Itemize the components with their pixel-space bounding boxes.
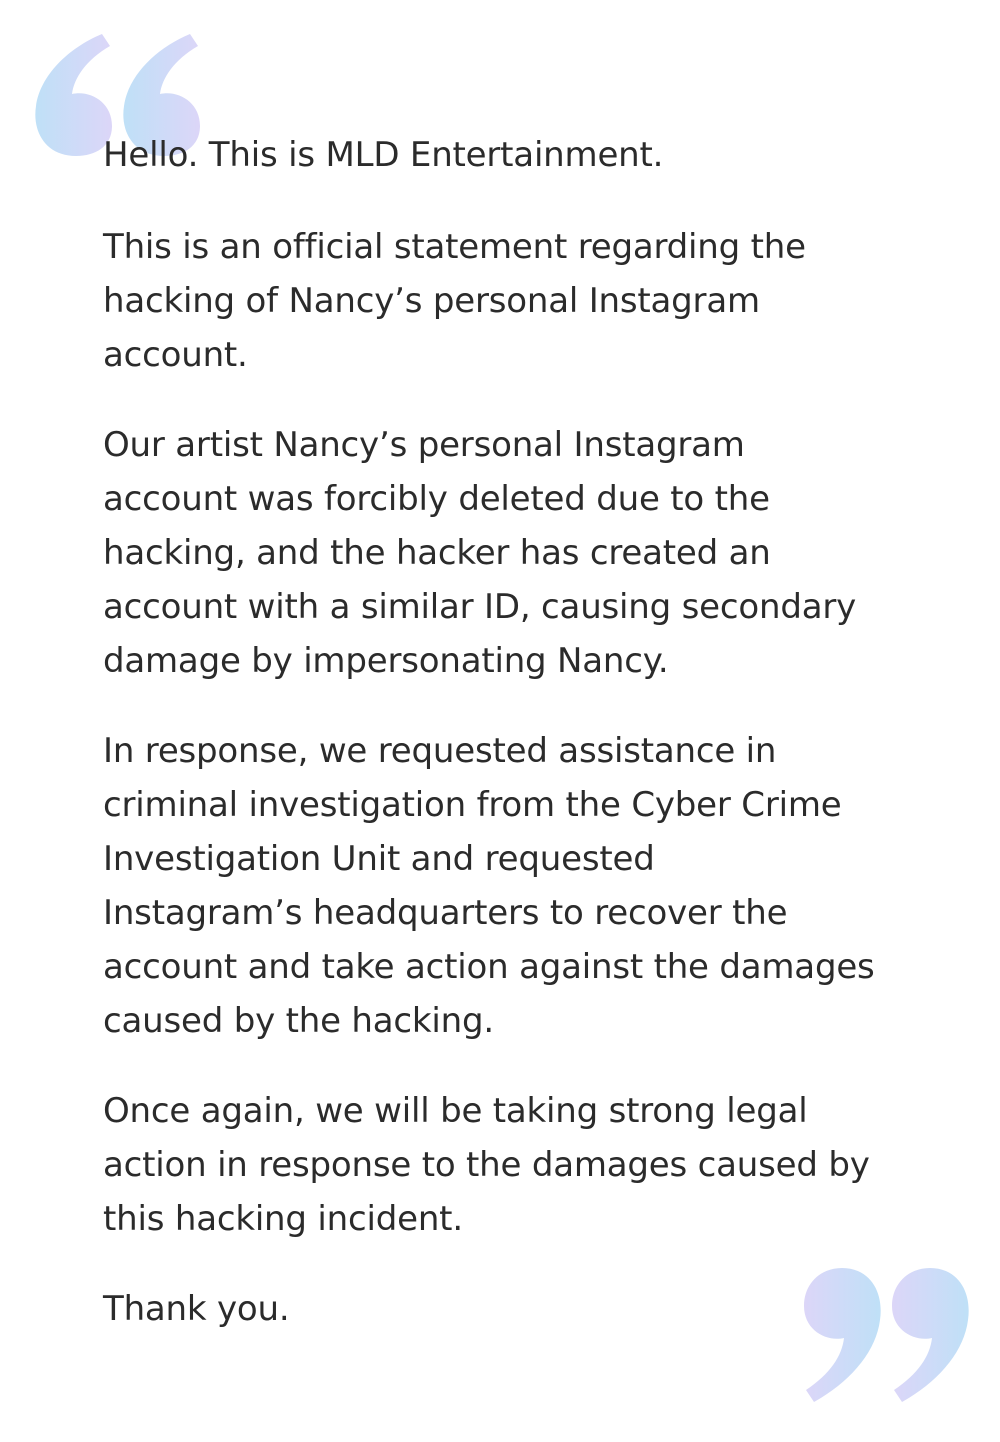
statement-paragraph: In response, we requested assistance in criminal investigation from the Cyber Crime Investigation Unit and requested Instagram’s headquarters to recover the account and take action against the damages caused by the hacking. [103, 731, 875, 1041]
statement-body [103, 128, 963, 1372]
statement-paragraph: Our artist Nancy’s personal Instagram account was forcibly deleted due to the hacking, and the hacker has created an account with a similar ID, causing secondary damage by impersonating Nancy. [103, 425, 857, 681]
greeting-text: Hello. This is MLD Entertainment. [103, 135, 664, 175]
closing-text: Thank you. [103, 1289, 290, 1329]
statement-paragraph: This is an official statement regarding the hacking of Nancy’s personal Instagram account. [103, 227, 806, 375]
statement-paragraph: Once again, we will be taking strong legal action in response to the damages caused by this hacking incident. [103, 1091, 870, 1239]
